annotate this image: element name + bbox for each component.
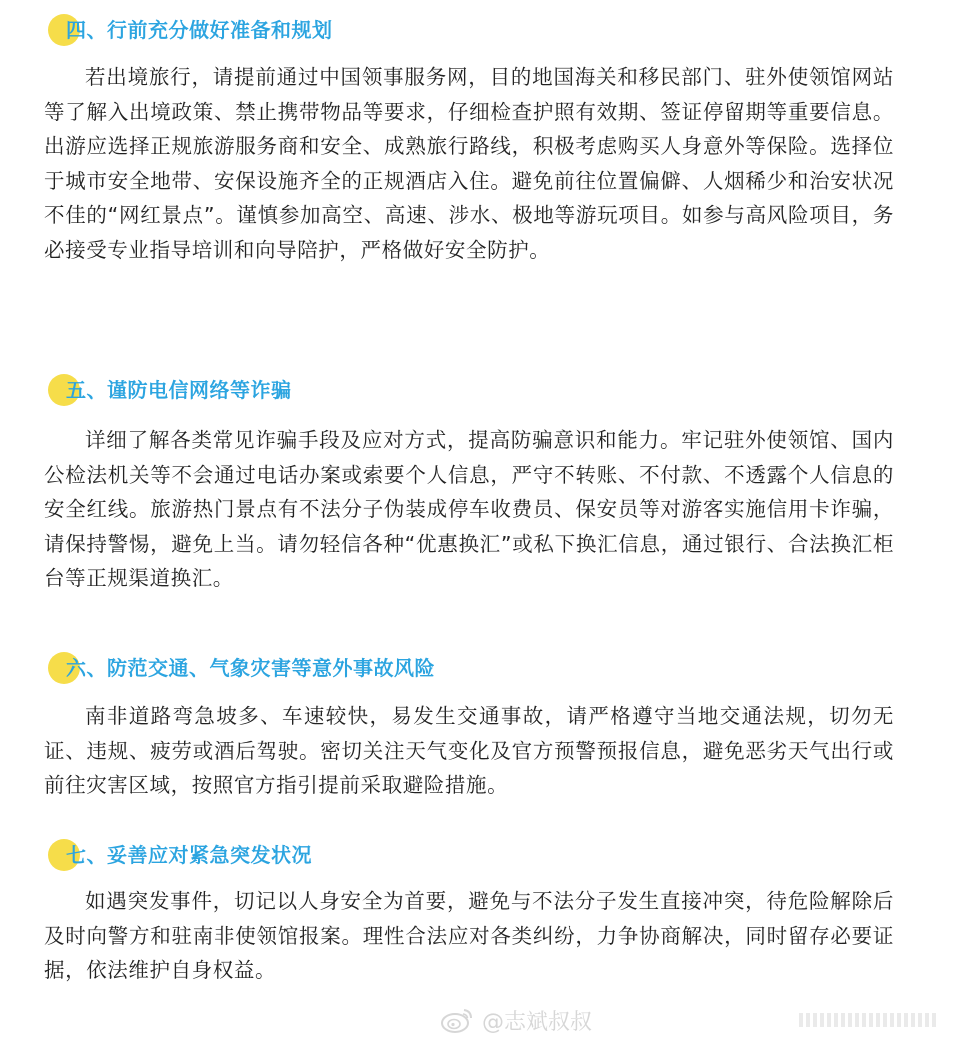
weibo-watermark bbox=[440, 1003, 592, 1037]
section-paragraph: 南非道路弯急坡多、车速较快，易发生交通事故，请严格遵守当地交通法规，切勿无证、违规、疲劳或酒后驾驶。密切关注天气变化及官方预警预报信息，避免恶劣天气出行或前往灾害区域，按照官方指引提前采取避险措施。 bbox=[44, 704, 894, 797]
section-title: 七、妥善应对紧急突发状况 bbox=[66, 843, 312, 867]
section-title: 六、防范交通、气象灾害等意外事故风险 bbox=[66, 656, 435, 680]
section-7 bbox=[0, 837, 961, 867]
corner-decoration bbox=[799, 1013, 939, 1027]
section-4 bbox=[0, 12, 961, 42]
section-title: 四、行前充分做好准备和规划 bbox=[66, 18, 333, 42]
section-paragraph: 若出境旅行，请提前通过中国领事服务网，目的地国海关和移民部门、驻外使领馆网站等了解入出境政策、禁止携带物品等要求，仔细检查护照有效期、签证停留期等重要信息。出游应选择正规旅游服务商和安全、成熟旅行路线，积极考虑购买人身意外等保险。选择位于城市安全地带、安保设施齐全的正规酒店入住。避免前往位置偏僻、人烟稀少和治安状况不佳的“网红景点”。谨慎参加高空、高速、涉水、极地等游玩项目。如参与高风险项目，务必接受专业指导培训和向导陪护，严格做好安全防护。 bbox=[44, 65, 894, 262]
section-5 bbox=[0, 372, 961, 402]
section-heading bbox=[44, 837, 961, 867]
section-paragraph: 如遇突发事件，切记以人身安全为首要，避免与不法分子发生直接冲突，待危险解除后及时向警方和驻南非使领馆报案。理性合法应对各类纠纷，力争协商解决，同时留存必要证据，依法维护自身权益。 bbox=[44, 889, 894, 982]
section-heading bbox=[44, 12, 961, 42]
section-title: 五、谨防电信网络等诈骗 bbox=[66, 378, 292, 402]
section-6 bbox=[0, 650, 961, 680]
watermark-text: @志斌叔叔 bbox=[482, 1009, 593, 1035]
section-heading bbox=[44, 650, 961, 680]
weibo-logo-icon bbox=[440, 1006, 474, 1034]
section-heading bbox=[44, 372, 961, 402]
section-paragraph: 详细了解各类常见诈骗手段及应对方式，提高防骗意识和能力。牢记驻外使领馆、国内公检法机关等不会通过电话办案或索要个人信息，严守不转账、不付款、不透露个人信息的安全红线。旅游热门景点有不法分子伪装成停车收费员、保安员等对游客实施信用卡诈骗，请保持警惕，避免上当。请勿轻信各种“优惠换汇”或私下换汇信息，通过银行、合法换汇柜台等正规渠道换汇。 bbox=[44, 428, 894, 590]
